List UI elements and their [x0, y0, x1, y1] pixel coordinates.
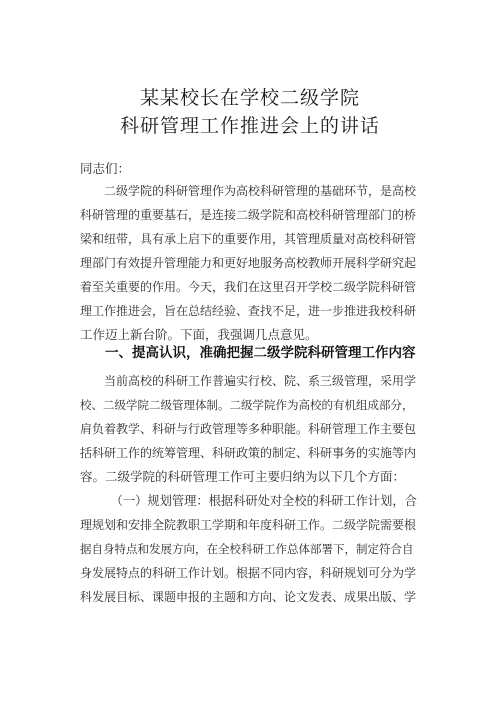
paragraph-line: 容。二级学院的科研管理工作可主要归纳为以下几个方面： [80, 469, 406, 484]
paragraph-line: 肩负着教学、科研与行政管理等多种职能。科研管理工作主要包 [80, 422, 417, 436]
paragraph-line: 理工作推进会，旨在总结经验、查找不足，进一步推进我校科研 [80, 304, 417, 318]
paragraph-line: 身发展特点的科研工作计划。根据不同内容，科研规划可分为学 [80, 566, 417, 580]
paragraph-2 [80, 369, 416, 489]
paragraph-line: 理规划和安排全院教职工学期和年度科研工作。二级学院需要根 [80, 518, 417, 532]
paragraph-1 [80, 179, 416, 347]
paragraph-line: 科发展目标、课题申报的主题和方向、论文发表、成果出版、学 [80, 590, 417, 604]
document-title [0, 84, 500, 140]
paragraph-line: 科研管理的重要基石，是连接二级学院和高校科研管理部门的桥 [80, 208, 417, 222]
paragraph-3 [80, 489, 417, 609]
salutation: 同志们： [80, 161, 131, 176]
title-line-2: 科研管理工作推进会上的讲话 [119, 115, 380, 137]
paragraph-line: 校、二级学院二级管理体制。二级学院作为高校的有机组成部分， [80, 398, 414, 412]
paragraph-line: 括科研工作的统筹管理、科研政策的制定、科研事务的实施等内 [80, 446, 417, 460]
paragraph-line: 着至关重要的作用。今天，我们在这里召开学校二级学院科研管 [80, 280, 417, 294]
paragraph-line: 理部门有效提升管理能力和更好地服务高校教师开展科学研究起 [80, 256, 417, 270]
paragraph-line: 当前高校的科研工作普遍实行校、院、系三级管理，采用学 [80, 374, 417, 388]
paragraph-line: 据自身特点和发展方向，在全校科研工作总体部署下，制定符合自 [80, 542, 414, 556]
paragraph-line: 工作迈上新台阶。下面，我强调几点意见。 [80, 327, 318, 342]
paragraph-line: 二级学院的科研管理作为高校科研管理的基础环节，是高校 [80, 184, 417, 198]
section-heading-1: 一、提高认识，准确把握二级学院科研管理工作内容 [105, 345, 416, 361]
paragraph-line: 梁和纽带，具有承上启下的重要作用，其管理质量对高校科研管 [80, 232, 417, 246]
paragraph-line: （一）规划管理：根据科研处对全校的科研工作计划，合 [80, 494, 417, 508]
title-line-1: 某某校长在学校二级学院 [139, 87, 360, 109]
